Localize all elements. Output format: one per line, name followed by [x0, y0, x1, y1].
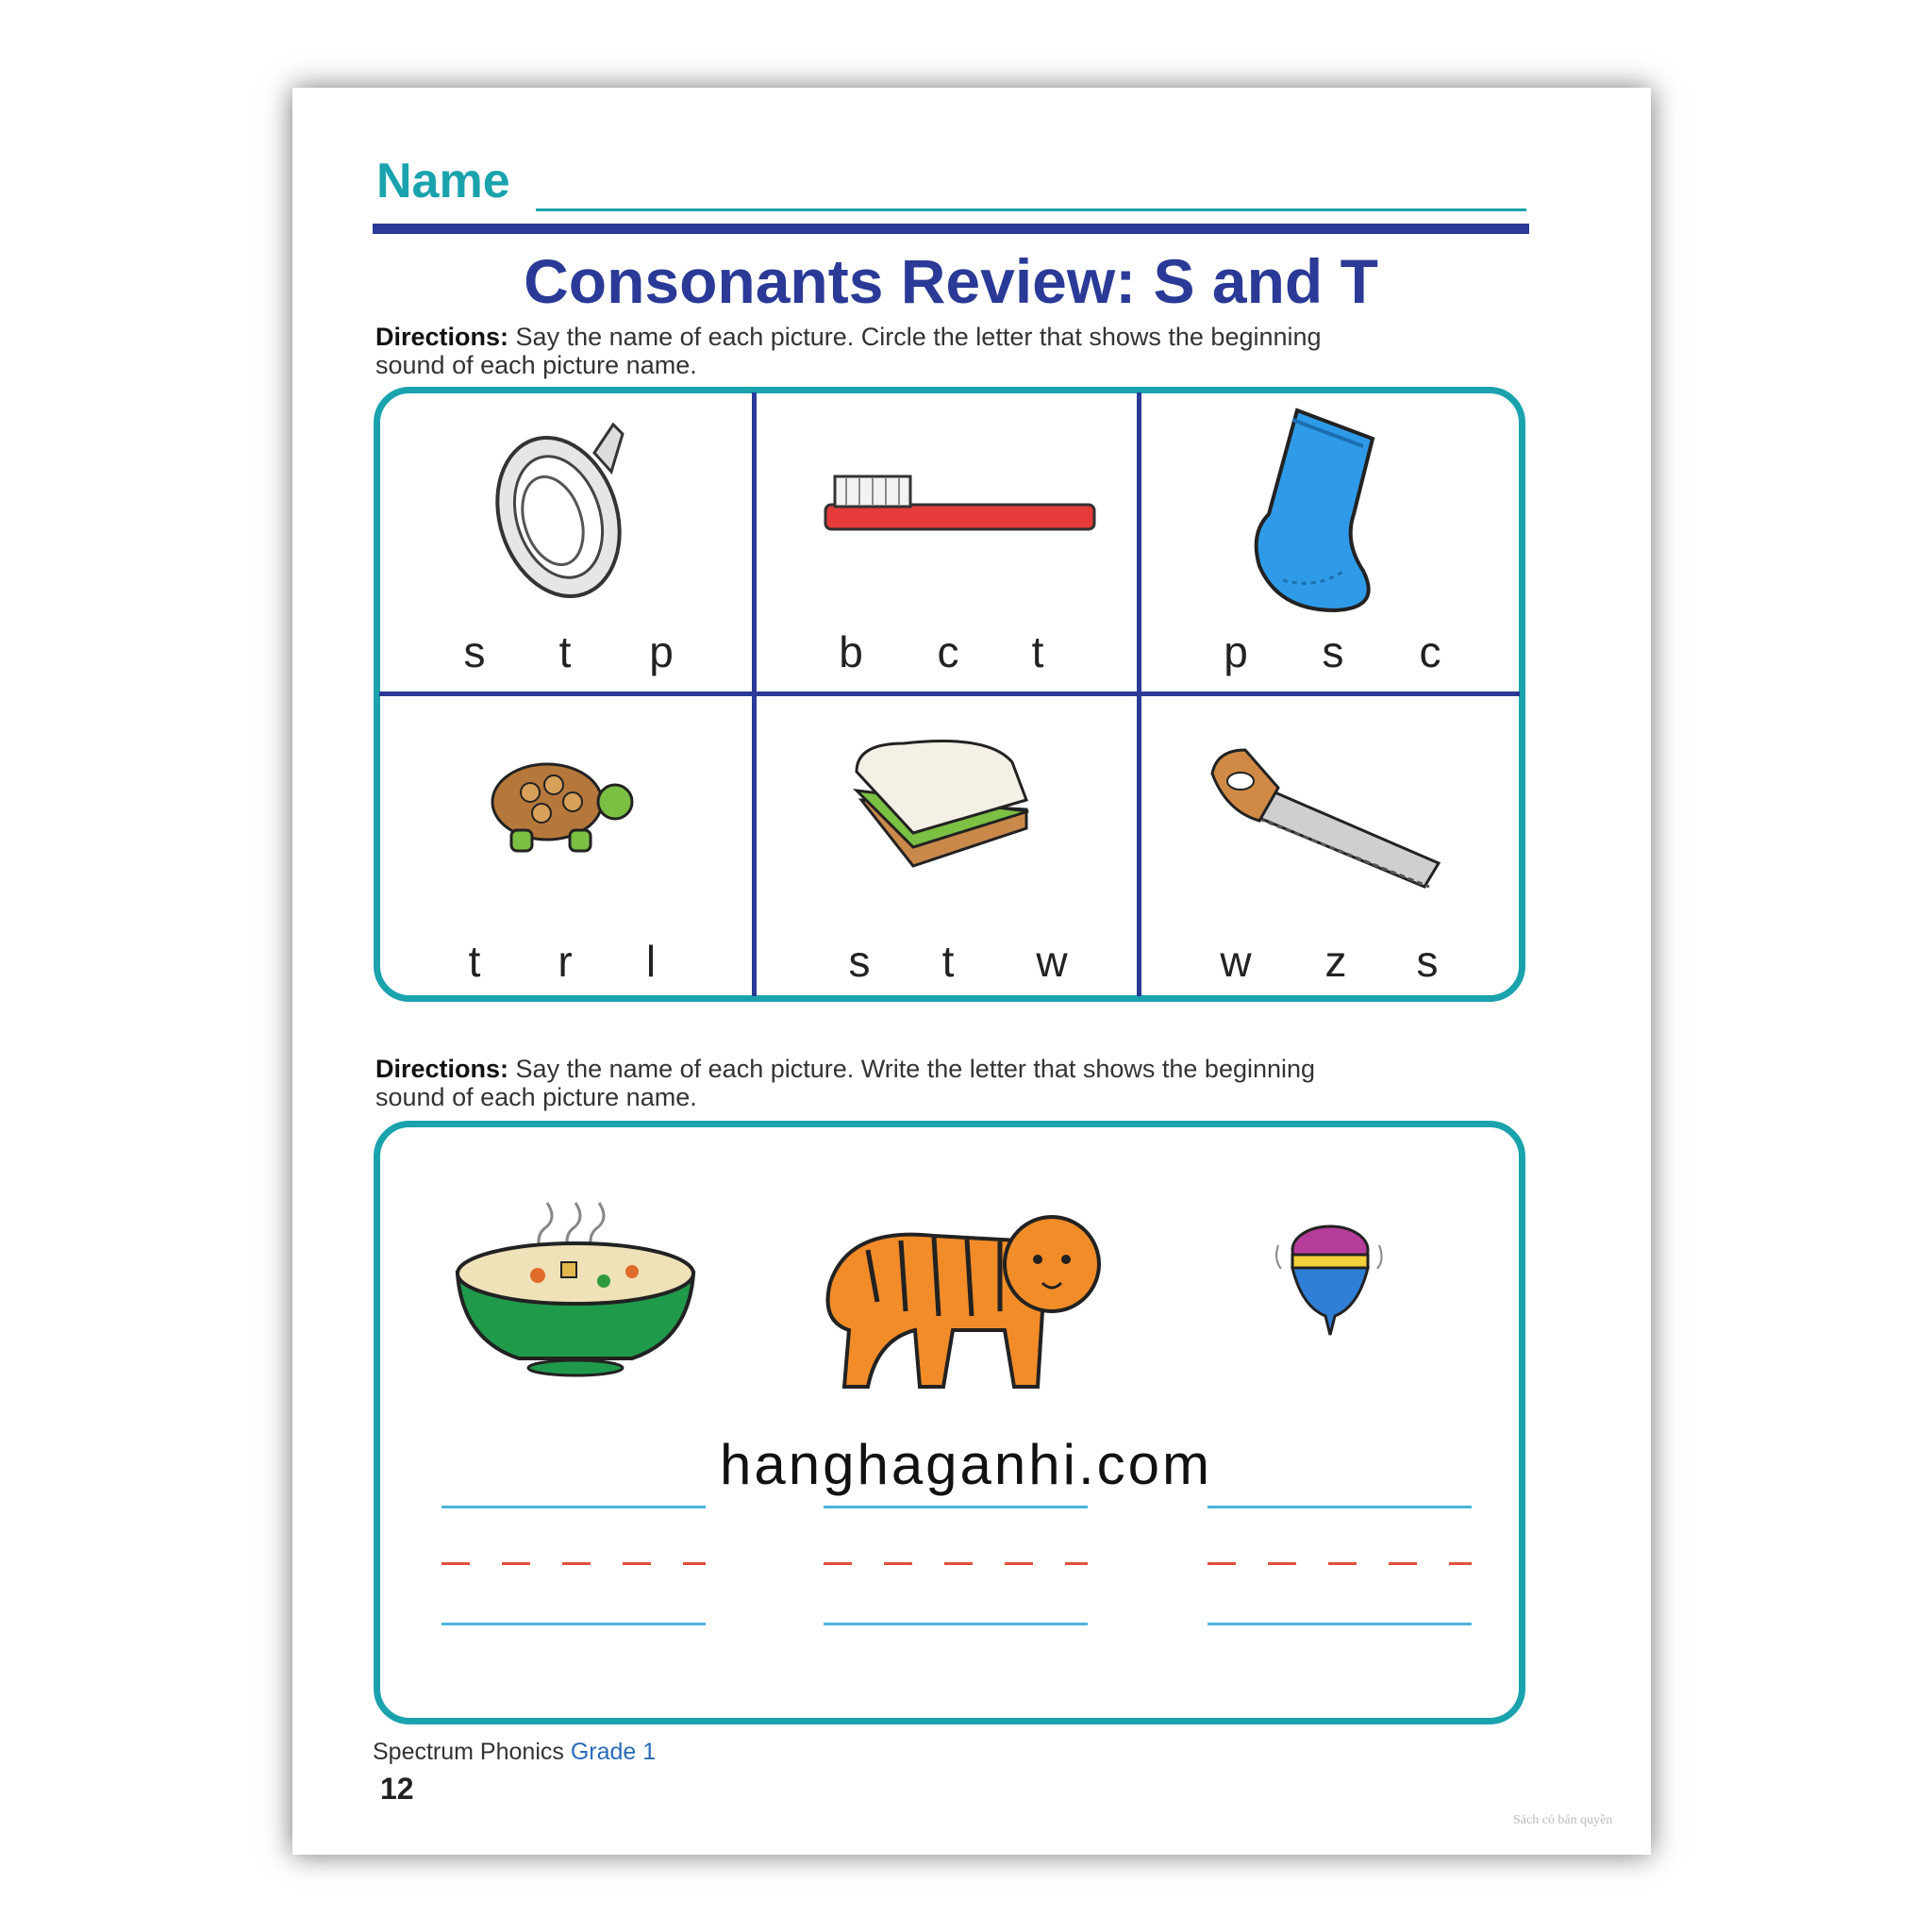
letter-option[interactable]: t [558, 627, 572, 676]
directions-write [375, 1055, 1536, 1111]
page-title: Consonants Review: S and T [524, 246, 1378, 316]
toothbrush-icon [825, 467, 1099, 542]
write-line-mid[interactable] [1208, 1562, 1472, 1565]
write-line-mid[interactable] [824, 1562, 1088, 1565]
turtle-icon [483, 755, 634, 858]
write-line-base[interactable] [1208, 1623, 1472, 1625]
letter-option[interactable]: c [937, 627, 959, 676]
soup-icon [453, 1198, 698, 1377]
name-label: Name [376, 154, 510, 208]
write-line-base[interactable] [441, 1623, 706, 1625]
watermark-text: hanghaganhi.com [719, 1433, 1213, 1496]
letter-option[interactable]: r [558, 937, 573, 986]
tiger-icon [811, 1198, 1104, 1396]
sock-icon [1241, 401, 1391, 618]
letter-option[interactable]: t [468, 937, 481, 986]
directions-text-1: Say the name of each picture. Write the letter that shows the beginning [515, 1055, 1316, 1083]
directions-text-2: sound of each picture name. [375, 351, 697, 379]
footer-series [373, 1739, 656, 1766]
letter-option[interactable]: t [1031, 627, 1044, 676]
header-divider [373, 224, 1529, 234]
letter-option[interactable]: w [1220, 937, 1252, 986]
saw-icon [1208, 745, 1443, 896]
letter-option[interactable]: s [1322, 627, 1344, 676]
tape-icon [481, 406, 641, 613]
write-line-base[interactable] [824, 1623, 1088, 1625]
sandwich-icon [847, 734, 1036, 885]
grid-divider-h [379, 691, 1520, 696]
letter-option[interactable]: s [1416, 937, 1439, 986]
write-line-mid[interactable] [441, 1562, 706, 1565]
write-line-top[interactable] [441, 1506, 706, 1508]
letter-option[interactable]: s [463, 627, 486, 676]
name-write-line[interactable] [536, 208, 1526, 211]
letter-option[interactable]: t [941, 937, 955, 986]
page-number: 12 [380, 1772, 414, 1806]
letter-option[interactable]: s [848, 937, 871, 986]
copyright-note: Sách có bản quyền [1513, 1813, 1613, 1827]
letter-option[interactable]: p [1224, 627, 1248, 676]
letter-option[interactable]: l [645, 937, 657, 986]
write-line-top[interactable] [824, 1506, 1088, 1508]
series-name: Spectrum Phonics [373, 1739, 564, 1765]
directions-circle [375, 323, 1536, 379]
write-line-top[interactable] [1208, 1506, 1472, 1508]
letter-option[interactable]: w [1036, 937, 1068, 986]
top-icon [1264, 1217, 1387, 1340]
directions-label: Directions: [375, 1055, 509, 1083]
letter-option[interactable]: b [839, 627, 863, 676]
letter-option[interactable]: c [1419, 627, 1441, 676]
directions-text-1: Say the name of each picture. Circle the letter that shows the beginning [515, 323, 1322, 351]
directions-label: Directions: [375, 323, 509, 351]
letter-option[interactable]: p [649, 627, 674, 676]
directions-text-2: sound of each picture name. [375, 1083, 697, 1111]
letter-option[interactable]: z [1324, 937, 1347, 986]
grade-label: Grade 1 [570, 1739, 657, 1765]
